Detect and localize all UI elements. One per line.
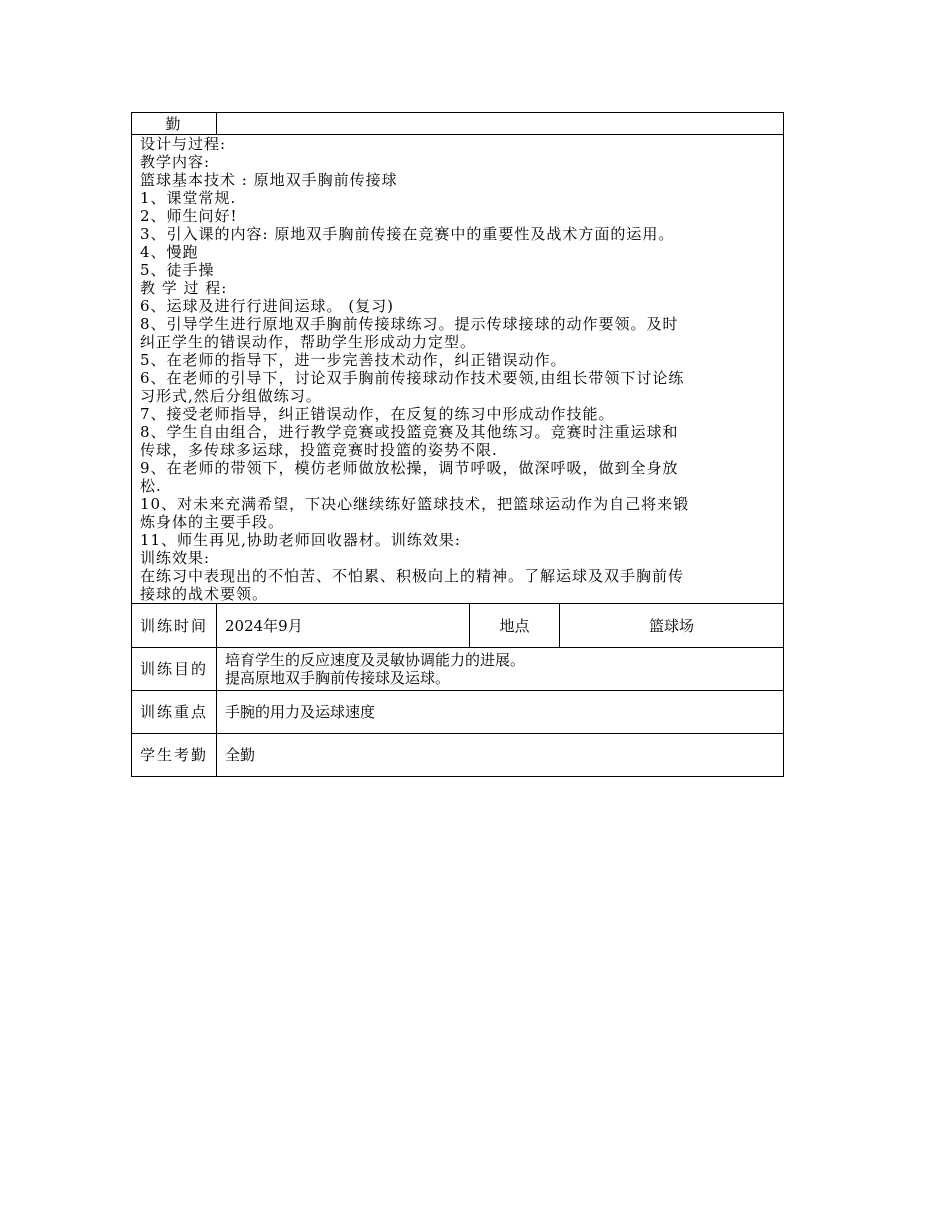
content-line: 在练习中表现出的不怕苦、不怕累、积极向上的精神。了解运球及双手胸前传 [140, 567, 685, 585]
place-label: 地点 [470, 604, 560, 648]
attendance-top-row [132, 113, 784, 135]
lesson-content-cell [132, 135, 784, 604]
content-line: 训练效果: [140, 549, 211, 567]
content-line: 1、课堂常规. [140, 189, 237, 207]
content-line: 3、引入课的内容: 原地双手胸前传接在竞赛中的重要性及战术方面的运用。 [140, 225, 675, 243]
content-line: 5、在老师的指导下，进一步完善技术动作，纠正错误动作。 [140, 351, 567, 369]
content-line: 篮球基本技术 : 原地双手胸前传接球 [140, 171, 398, 189]
content-line: 6、运球及进行行进间运球。 (复习) [140, 297, 395, 315]
goal-line: 提高原地双手胸前传接球及运球。 [225, 669, 451, 687]
content-line: 8、学生自由组合，进行教学竞赛或投篮竞赛及其他练习。竞赛时注重运球和 [140, 423, 679, 441]
goal-row [132, 648, 784, 691]
content-line: 设计与过程: [140, 135, 227, 153]
content-line: 4、慢跑 [140, 243, 199, 261]
content-line: 5、徒手操 [140, 261, 215, 279]
content-line: 接球的战术要领。 [140, 585, 269, 603]
document-page [131, 112, 783, 777]
training-time-label: 训练时间 [132, 604, 217, 648]
content-line: 教 学 过 程: [140, 279, 228, 297]
content-line: 炼身体的主要手段。 [140, 513, 285, 531]
content-line: 传球，多传球多运球，投篮竞赛时投篮的姿势不限. [140, 441, 498, 459]
student-attendance-label: 学生考勤 [132, 734, 217, 777]
training-focus-value: 手腕的用力及运球速度 [217, 691, 784, 734]
content-line: 2、师生问好! [140, 207, 238, 225]
training-goal-label: 训练目的 [132, 648, 217, 691]
content-line: 教学内容: [140, 153, 211, 171]
attendance-row [132, 734, 784, 777]
student-attendance-value: 全勤 [217, 734, 784, 777]
content-line: 9、在老师的带领下，模仿老师做放松操，调节呼吸，做深呼吸，做到全身放 [140, 459, 679, 477]
content-line: 8、引导学生进行原地双手胸前传接球练习。提示传球接球的动作要领。及时 [140, 315, 679, 333]
focus-row [132, 691, 784, 734]
content-line: 7、接受老师指导，纠正错误动作，在反复的练习中形成动作技能。 [140, 405, 615, 423]
top-row-label: 勤 [132, 113, 217, 135]
top-row-value [217, 113, 784, 135]
training-focus-label: 训练重点 [132, 691, 217, 734]
content-line: 习形式,然后分组做练习。 [140, 387, 322, 405]
training-plan-table [131, 112, 784, 777]
goal-line: 培育学生的反应速度及灵敏协调能力的进展。 [225, 651, 526, 669]
content-line: 纠正学生的错误动作，帮助学生形成动力定型。 [140, 333, 477, 351]
training-goal-value [217, 648, 784, 691]
place-value: 篮球场 [560, 604, 784, 648]
content-line: 松. [140, 477, 162, 495]
content-line: 10、对未来充满希望，下决心继续练好篮球技术，把篮球运动作为自己将来锻 [140, 495, 690, 513]
content-line: 11、师生再见,协助老师回收器材。训练效果: [140, 531, 461, 549]
time-row [132, 604, 784, 648]
training-time-value: 2024年9月 [217, 604, 470, 648]
content-line: 6、在老师的引导下，讨论双手胸前传接球动作技术要领,由组长带领下讨论练 [140, 369, 685, 387]
content-row [132, 135, 784, 604]
